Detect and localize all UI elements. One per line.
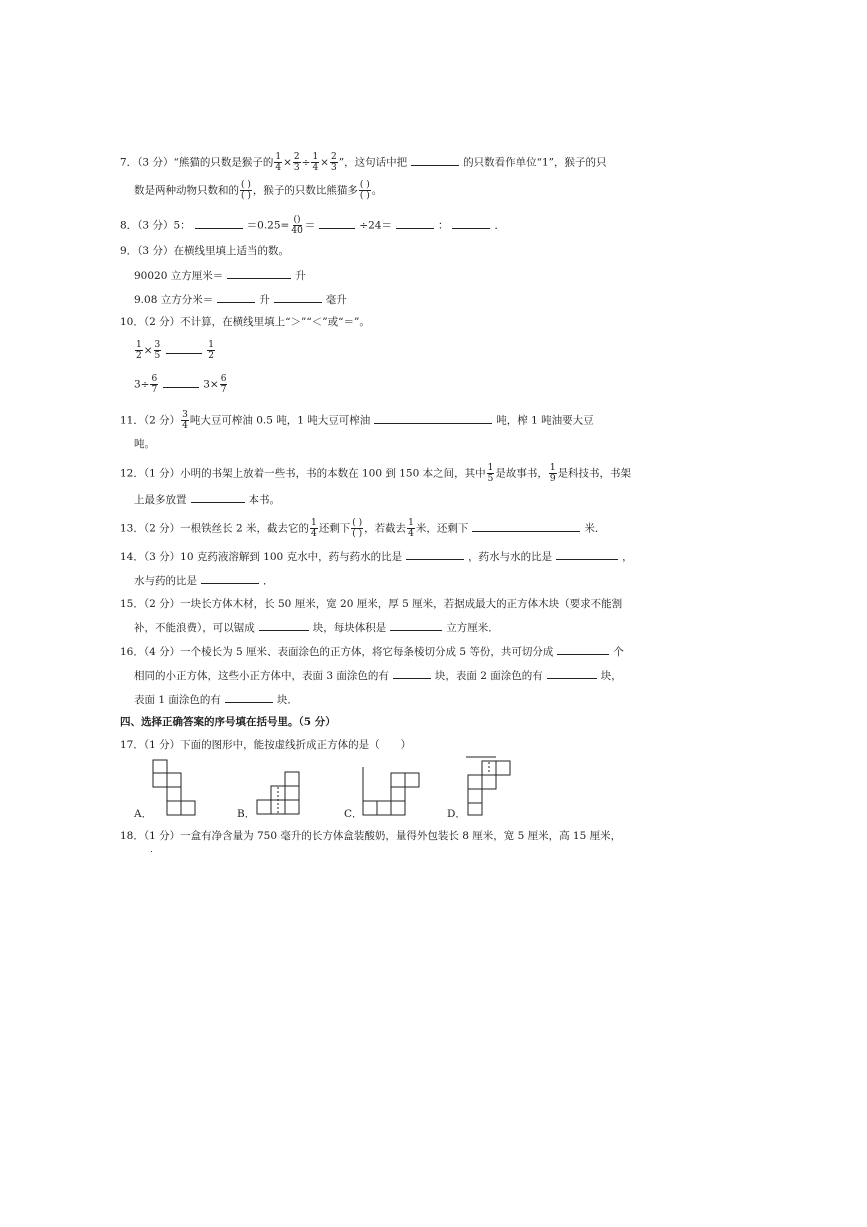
q17-option-c-label[interactable]: C． (344, 808, 363, 820)
q11-text: 吨，榨 1 吨油要大豆 (496, 414, 594, 427)
q15-line1 (120, 597, 622, 611)
net-square (153, 760, 167, 773)
q12-line2 (134, 492, 280, 507)
q7-text: “熊猫的只数是猴子的 (173, 156, 274, 169)
frac-numerator: 2 (330, 152, 337, 162)
q9-text: 在横线里填上适当的数。 (173, 245, 289, 257)
q9-score: （3 分） (137, 245, 174, 257)
net-square (167, 787, 181, 801)
frac-numerator: 1 (311, 518, 317, 528)
net-square (391, 773, 405, 787)
q14-text: ． (263, 575, 274, 587)
answer-blank[interactable] (393, 668, 431, 679)
q17-option-b-label[interactable]: B． (237, 808, 256, 820)
q10-line (120, 315, 370, 329)
q11-line2 (134, 437, 155, 451)
q7-frac4 (330, 152, 338, 173)
frac-numerator: ( ) (352, 518, 363, 528)
q14-line2 (134, 573, 274, 588)
frac-numerator: 3 (182, 410, 188, 420)
q9-line (120, 244, 289, 258)
times-sign: × (143, 344, 153, 357)
net-square (181, 801, 195, 815)
frac-denominator: ( ) (359, 191, 370, 201)
q13-answer-frac[interactable] (351, 518, 363, 539)
q7-frac2 (293, 152, 301, 173)
frac-denominator: 7 (220, 385, 227, 395)
q13-text: ，若截去 (364, 522, 407, 535)
q16-line2 (134, 668, 622, 683)
q13-frac (407, 518, 415, 539)
q9-text: 9.08 立方分米＝ (134, 294, 214, 306)
net-square (482, 775, 496, 789)
q10-text: 3× (203, 378, 219, 391)
q10-score: （2 分） (143, 316, 181, 328)
q7-text: 的只数看作单位“1”，猴子的只 (463, 156, 607, 169)
frac-numerator: () (293, 215, 301, 225)
q10-frac (220, 374, 228, 395)
frac-numerator: 1 (408, 518, 414, 528)
q14-score: （3 分） (143, 551, 181, 563)
net-square (257, 800, 271, 814)
q18-line (120, 829, 621, 843)
net-square (496, 761, 510, 775)
q11-number: 11． (120, 414, 144, 427)
net-square (167, 773, 181, 787)
q9-text: 升 (295, 270, 306, 282)
frac-denominator: 4 (275, 163, 282, 173)
section-4-heading: 四、选择正确答案的序号填在括号里。（5 分） (120, 716, 336, 728)
q13-frac (310, 518, 318, 539)
frac-denominator: ( ) (352, 529, 363, 539)
answer-blank[interactable] (406, 549, 464, 560)
q16-text: 块，表面 2 面涂色的有 (434, 670, 543, 682)
frac-numerator: 1 (275, 152, 282, 162)
q17-text: 下面的图形中，能按虚线折成正方体的是（ ） (180, 739, 412, 751)
q12-text: 是故事书， (495, 467, 548, 480)
times-sign: × (320, 156, 329, 169)
answer-blank[interactable] (225, 692, 273, 703)
q9-text: 毫升 (325, 294, 347, 306)
q11-text: 吨。 (134, 438, 155, 450)
frac-denominator: 4 (312, 163, 319, 173)
frac-denominator: 4 (311, 529, 317, 539)
frac-numerator: 1 (487, 463, 494, 473)
q16-line3 (134, 692, 298, 707)
q7-number: 7． (120, 156, 138, 169)
q18-number: 18． (120, 830, 144, 842)
q7-text: ，猴子的只数比熊猫多 (252, 184, 358, 197)
q15-score: （2 分） (143, 598, 181, 610)
q12-text: 小明的书架上放着一些书，书的本数在 100 到 150 本之间，其中 (180, 467, 486, 480)
q16-number: 16． (120, 646, 144, 658)
q12-line1 (120, 463, 631, 484)
q8-text: 5： (173, 219, 191, 232)
q10-number: 10． (120, 316, 144, 328)
q15-number: 15． (120, 598, 144, 610)
frac-numerator: ( ) (241, 180, 251, 190)
q7-text: ”，这句话中把 (338, 156, 408, 169)
q7-line1 (120, 152, 607, 173)
q8-text: ＝ (304, 219, 316, 232)
q14-text: 水与药的比是 (134, 575, 197, 587)
q8-text: ： (437, 219, 449, 232)
q14-number: 14． (120, 551, 144, 563)
q12-score: （1 分） (143, 467, 181, 480)
net-square (468, 803, 482, 815)
q8-frac[interactable] (290, 215, 303, 236)
answer-blank[interactable] (195, 218, 243, 229)
net-square (391, 801, 405, 815)
q12-text: 上最多放置 (134, 494, 187, 506)
q14-line1 (120, 549, 633, 564)
q7-text: 。 (371, 184, 383, 197)
times-sign: × (283, 156, 292, 169)
q7-answer-frac2[interactable] (359, 180, 371, 201)
q17-figure-c[interactable] (360, 767, 420, 817)
answer-blank[interactable] (411, 155, 459, 166)
frac-denominator: 3 (330, 163, 337, 173)
frac-numerator: 2 (293, 152, 300, 162)
q15-text: 立方厘米． (446, 622, 499, 634)
q9-text: 90020 立方厘米＝ (134, 270, 224, 282)
q16-line1 (120, 644, 624, 659)
q16-text: 表面 1 面涂色的有 (134, 694, 221, 706)
q8-number: 8． (120, 219, 138, 232)
q13-text: 米． (584, 522, 606, 535)
q17-line (120, 738, 411, 752)
answer-blank[interactable] (259, 620, 309, 631)
answer-blank[interactable] (274, 292, 322, 303)
frac-denominator: 3 (293, 163, 300, 173)
frac-numerator: 3 (154, 340, 161, 350)
net-square (167, 801, 181, 815)
q7-line2 (134, 180, 382, 201)
q7-frac1 (274, 152, 282, 173)
q10-text: 3÷ (134, 378, 150, 391)
answer-blank[interactable] (390, 620, 442, 631)
q12-frac (487, 463, 495, 484)
net-square (468, 775, 482, 789)
answer-blank[interactable] (191, 492, 245, 503)
frac-denominator: 9 (549, 474, 556, 484)
q8-text: ÷24＝ (359, 219, 392, 232)
q7-text: 数是两种动物只数和的 (134, 184, 239, 197)
answer-blank[interactable] (201, 573, 259, 584)
q13-text: 还剩下 (318, 522, 351, 535)
q16-score: （4 分） (143, 646, 181, 658)
frac-denominator: 40 (291, 226, 303, 236)
q10-frac (150, 374, 158, 395)
q9-line-b (134, 292, 347, 307)
q11-score: （2 分） (143, 414, 181, 427)
q15-text: 一块长方体木材，长 50 厘米，宽 20 厘米，厚 5 厘米，若据成最大的正方体木块（要求不能割 (180, 598, 623, 610)
net-square (363, 801, 377, 815)
stray-dot (151, 851, 152, 852)
answer-blank[interactable] (396, 218, 434, 229)
q7-score: （3 分） (137, 156, 174, 169)
q15-line2 (134, 620, 499, 635)
q10-line-a (134, 340, 216, 361)
q11-text: 吨大豆可榨油 0.5 吨，1 吨大豆可榨油 (189, 414, 371, 427)
q14-text: ，药水与水的比是 (468, 551, 553, 563)
q12-number: 12． (120, 467, 144, 480)
net-square (153, 773, 167, 787)
q12-frac (549, 463, 557, 484)
q13-number: 13． (120, 522, 144, 535)
q15-text: 块，每块体积是 (312, 622, 387, 634)
q16-text: 块， (600, 670, 622, 682)
q8-text: ． (494, 219, 505, 232)
q11-line1 (120, 410, 594, 431)
net-square (377, 801, 391, 815)
net-square (285, 772, 299, 786)
q13-score: （2 分） (143, 522, 181, 535)
q17-figure-a[interactable] (150, 757, 200, 817)
frac-denominator: ( ) (241, 191, 251, 201)
frac-denominator: 5 (487, 474, 494, 484)
answer-blank[interactable] (374, 413, 492, 424)
frac-denominator: 7 (151, 385, 158, 395)
frac-numerator: 1 (312, 152, 319, 162)
q13-text: 米，还剩下 (415, 522, 469, 535)
q14-text: 10 克药液溶解到 100 克水中，药与药水的比是 (180, 551, 403, 563)
net-square (391, 787, 405, 801)
answer-blank[interactable] (452, 218, 490, 229)
frac-numerator: ( ) (359, 180, 370, 190)
answer-blank[interactable] (227, 268, 291, 279)
q17-figure-b[interactable] (255, 770, 305, 816)
frac-denominator: 4 (182, 421, 188, 431)
answer-blank[interactable] (547, 668, 597, 679)
q14-text: ， (622, 551, 633, 563)
answer-blank[interactable] (217, 292, 255, 303)
q7-frac3 (311, 152, 319, 173)
q16-text: 一个棱长为 5 厘米、表面涂色的正方体，将它每条棱切分成 5 等份，共可切分成 (180, 646, 554, 658)
q9-text: 升 (259, 294, 270, 306)
frac-numerator: 1 (549, 463, 556, 473)
net-square (285, 786, 299, 800)
frac-numerator: 1 (208, 340, 215, 350)
answer-blank[interactable] (166, 343, 202, 354)
q16-text: 块． (276, 694, 298, 706)
answer-blank[interactable] (557, 644, 609, 655)
q18-score: （1 分） (143, 830, 181, 842)
q13-line (120, 518, 605, 539)
q15-text: 补，不能浪费），可以锯成 (134, 622, 255, 634)
q12-text: 本书。 (248, 494, 280, 506)
q10-frac (207, 340, 215, 361)
answer-blank[interactable] (163, 377, 199, 388)
divide-sign: ÷ (301, 156, 311, 169)
q7-answer-frac1[interactable] (240, 180, 252, 201)
q17-figure-d[interactable] (464, 755, 514, 817)
q17-option-d-label[interactable]: D． (447, 808, 466, 820)
q9-line-a (134, 268, 306, 283)
frac-denominator: 4 (408, 529, 414, 539)
frac-numerator: 1 (136, 340, 142, 350)
frac-numerator: 6 (220, 374, 227, 384)
q10-frac (135, 340, 143, 361)
q17-number: 17． (120, 739, 144, 751)
q16-text: 相同的小正方体，这些小正方体中，表面 3 面涂色的有 (134, 670, 389, 682)
q8-text: ＝0.25= (246, 219, 290, 232)
q8-line (120, 215, 505, 236)
answer-blank[interactable] (556, 549, 618, 560)
q13-text: 一根铁丝长 2 米，截去它的 (180, 522, 310, 535)
net-square (405, 773, 419, 787)
q10-line-b (134, 374, 228, 395)
q9-number: 9． (120, 245, 138, 257)
q18-text: 一盒有净含量为 750 毫升的长方体盒装酸奶，量得外包装长 8 厘米，宽 5 厘米，高 15 厘米， (180, 830, 622, 842)
answer-blank[interactable] (472, 521, 580, 532)
q10-frac (154, 340, 162, 361)
q17-option-a-label[interactable]: A． (134, 808, 153, 820)
frac-denominator: 5 (154, 351, 161, 361)
q17-score: （1 分） (143, 739, 181, 751)
q12-text: 是科技书，书架 (557, 467, 632, 480)
frac-denominator: 2 (208, 351, 215, 361)
net-square (285, 800, 299, 814)
q8-score: （3 分） (137, 219, 174, 232)
q10-text: 不计算，在横线里填上“＞”“＜”或“＝”。 (180, 316, 370, 328)
frac-denominator: 2 (136, 351, 142, 361)
frac-numerator: 6 (151, 374, 158, 384)
q16-text: 个 (613, 646, 624, 658)
answer-blank[interactable] (319, 218, 355, 229)
q11-frac (181, 410, 189, 431)
net-square (468, 789, 482, 803)
